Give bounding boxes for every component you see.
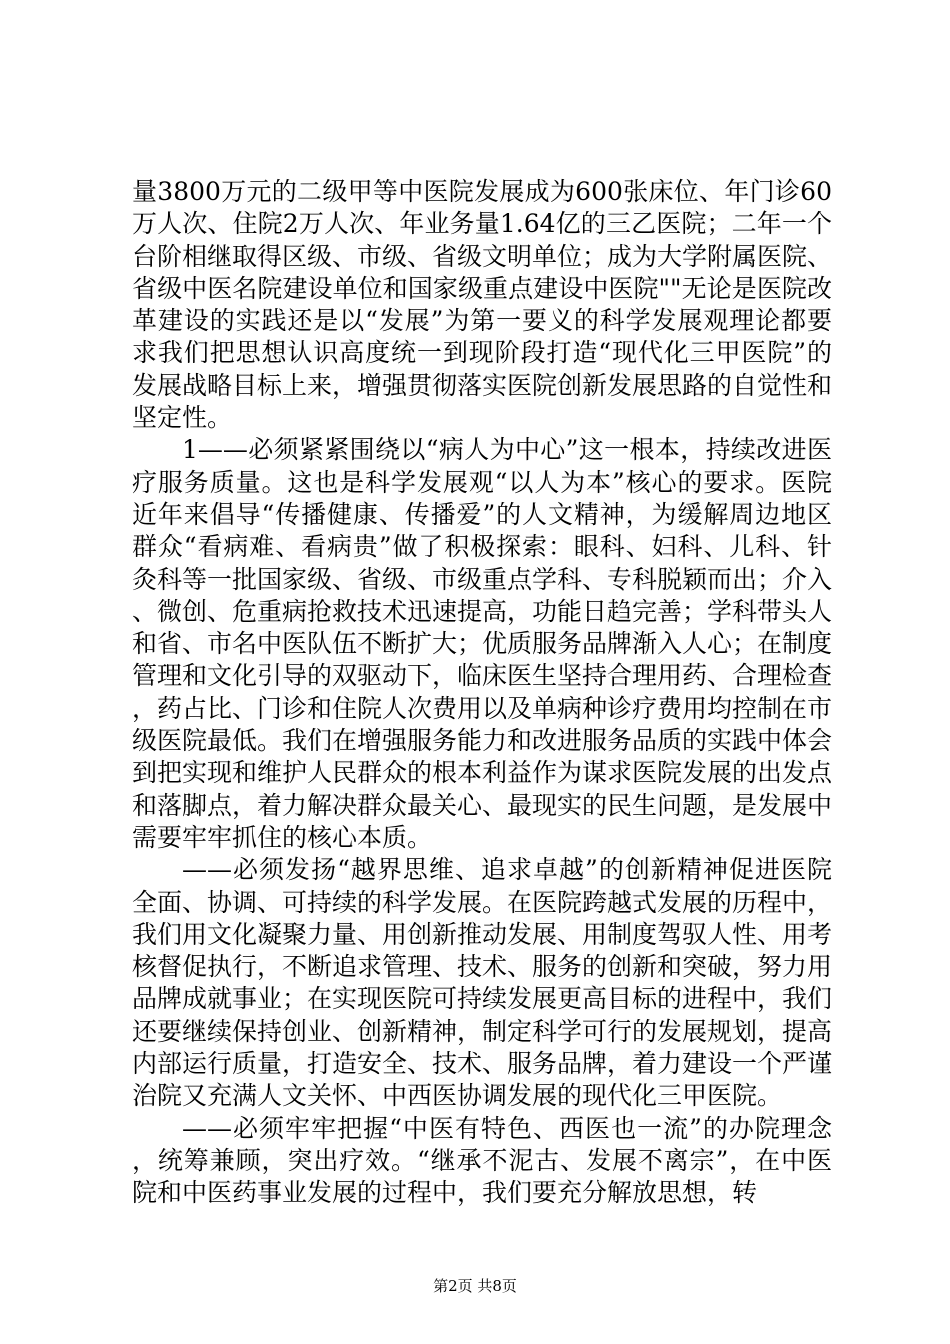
- paragraph-point-3: ——必须牢牢把握“中医有特色、西医也一流”的办院理念，统筹兼顾，突出疗效。“继承不泥古、发展不离宗”，在中医院和中医药事业发展的过程中，我们要充分解放思想，转: [132, 1113, 832, 1208]
- page-number-footer: 第2页 共8页: [433, 1277, 517, 1295]
- paragraph-continuation: 量3800万元的二级甲等中医院发展成为600张床位、年门诊60万人次、住院2万人次、年业务量1.64亿的三乙医院；二年一个台阶相继取得区级、市级、省级文明单位；成为大学附属医院、省级中医名院建设单位和国家级重点建设中医院""无论是医院改革建设的实践还是以“发展”为第一要义的科学发展观理论都要求我们把思想认识高度统一到现阶段打造“现代化三甲医院”的发展战略目标上来，增强贯彻落实医院创新发展思路的自觉性和坚定性。: [132, 177, 833, 433]
- document-body: [132, 176, 832, 1210]
- paragraph-point-2: ——必须发扬“越界思维、追求卓越”的创新精神促进医院全面、协调、可持续的科学发展。在医院跨越式发展的历程中，我们用文化凝聚力量、用创新推动发展、用制度驾驭人性、用考核督促执行，不断追求管理、技术、服务的创新和突破，努力用品牌成就事业；在实现医院可持续发展更高目标的进程中，我们还要继续保持创业、创新精神，制定科学可行的发展规划，提高内部运行质量，打造安全、技术、服务品牌，着力建设一个严谨治院又充满人文关怀、中西医协调发展的现代化三甲医院。: [132, 855, 833, 1111]
- paragraph-point-1: 1——必须紧紧围绕以“病人为中心”这一根本，持续改进医疗服务质量。这也是科学发展观“以人为本”核心的要求。医院近年来倡导“传播健康、传播爱”的人文精神，为缓解周边地区群众“看病难、看病贵”做了积极探索：眼科、妇科、儿科、针灸科等一批国家级、省级、市级重点学科、专科脱颖而出；介入、微创、危重病抢救技术迅速提高，功能日趋完善；学科带头人和省、市名中医队伍不断扩大；优质服务品牌渐入人心；在制度管理和文化引导的双驱动下，临床医生坚持合理用药、合理检查，药占比、门诊和住院人次费用以及单病种诊疗费用均控制在市级医院最低。我们在增强服务能力和改进服务品质的实践中体会到把实现和维护人民群众的根本利益作为谋求医院发展的出发点和落脚点，着力解决群众最关心、最现实的民生问题，是发展中需要牢牢抓住的核心本质。: [132, 435, 833, 852]
